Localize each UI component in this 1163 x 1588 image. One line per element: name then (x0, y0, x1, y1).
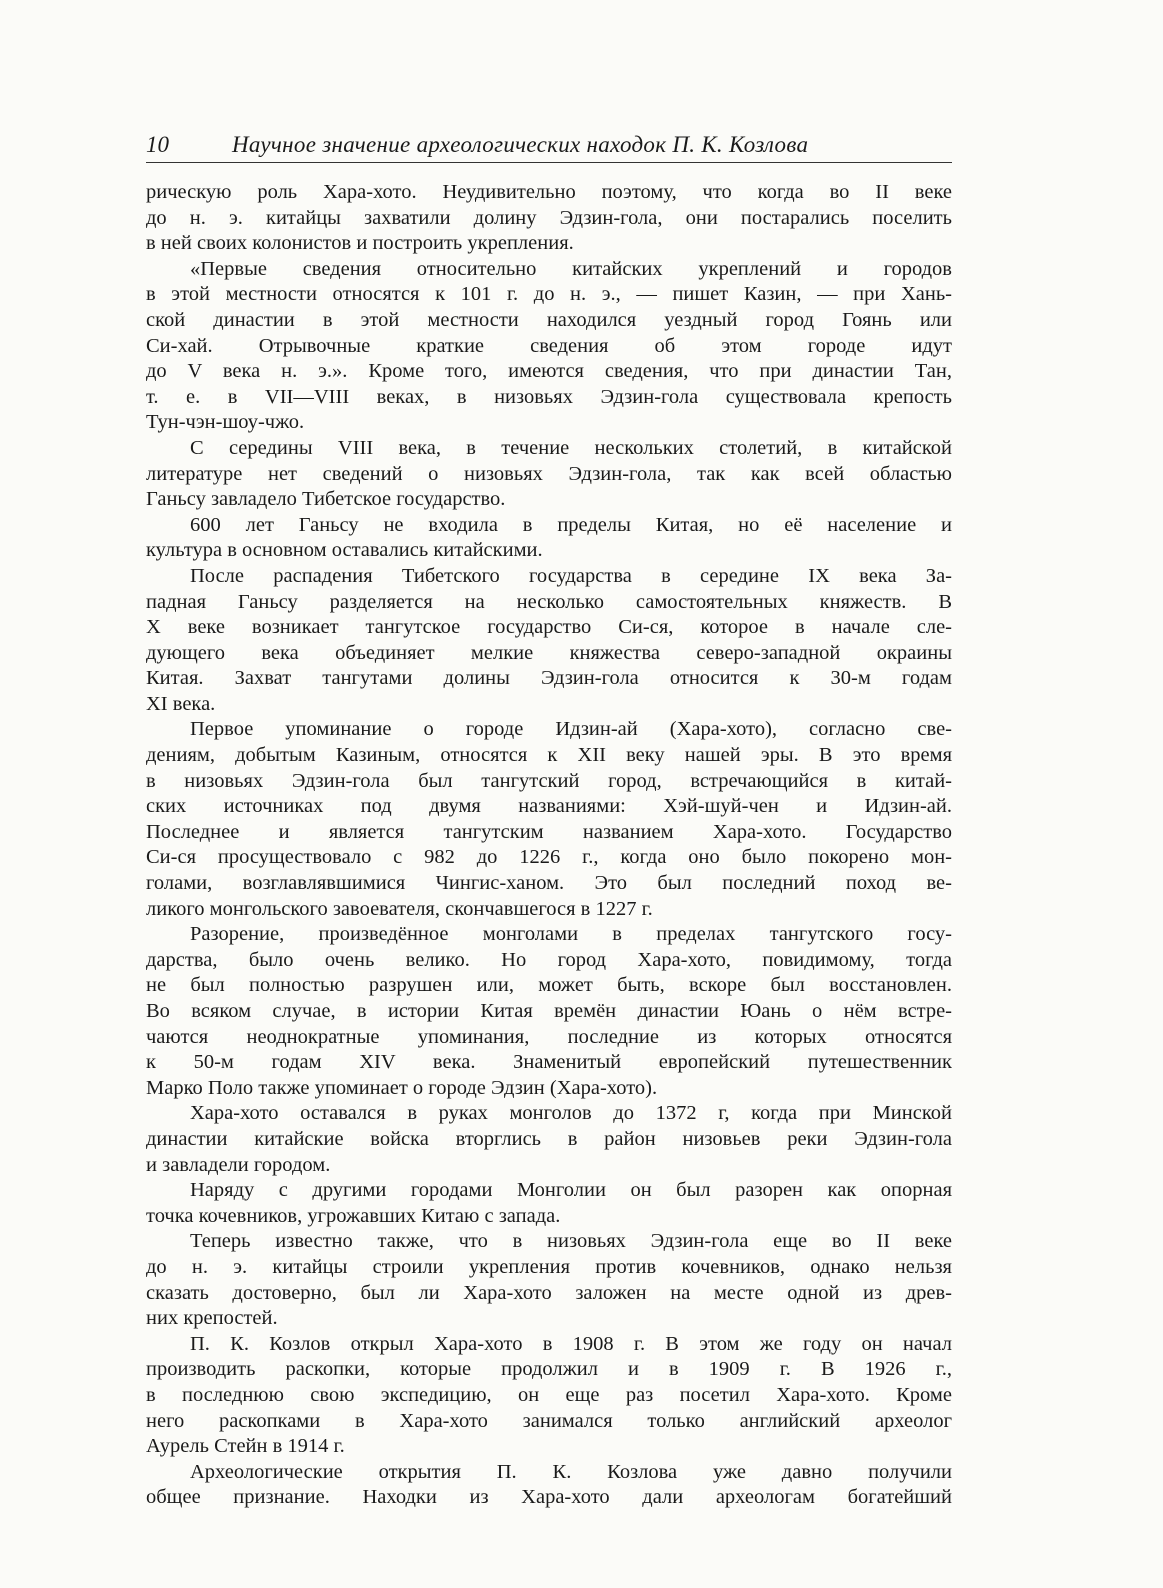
paragraph (146, 513, 952, 564)
text-line: в ней своих колонистов и построить укрепления. (146, 232, 574, 255)
text-line: Последнее и является тангутским названием Хара-хото. Государство (146, 820, 952, 843)
text-line: Во всяком случае, в истории Китая времён династии Юань о нём встре- (146, 1000, 952, 1022)
text-line: Си-ся просуществовало с 982 до 1226 г., когда оно было покорено мон- (146, 846, 952, 869)
text-line: С середины VIII века, в течение нескольких столетий, в китайской (190, 436, 952, 459)
paragraph (146, 1460, 952, 1511)
paragraph (146, 922, 952, 1101)
paragraph (146, 1178, 952, 1229)
text-line: ских источниках под двумя названиями: Хэй-шуй-чен и Идзин-ай. (146, 795, 952, 818)
text-line: до V века н. э.». Кроме того, имеются сведения, что при династии Тан, (146, 360, 952, 383)
text-line: не был полностью разрушен или, может быть, вскоре был восстановлен. (146, 974, 952, 997)
running-title: Научное значение археологических находок П. К. Козлова (232, 132, 809, 157)
text-line: т. е. в VII—VIII веках, в низовьях Эдзин-гола существовала крепость (146, 385, 952, 408)
text-line: падная Ганьсу разделяется на несколько самостоятельных княжеств. В (146, 590, 952, 613)
text-line: рическую роль Хара-хото. Неудивительно поэтому, что когда во II веке (146, 181, 952, 203)
text-line: и завладели городом. (146, 1153, 331, 1176)
text-line: Первое упоминание о городе Идзин-ай (Хара-хото), согласно све- (190, 718, 952, 741)
text-line: ликого монгольского завоевателя, скончавшегося в 1227 г. (146, 897, 653, 920)
paragraph (146, 1229, 952, 1331)
paragraph (146, 436, 952, 513)
running-header (146, 128, 952, 163)
text-line: Си-хай. Отрывочные краткие сведения об этом городе идут (146, 334, 952, 357)
text-line: в последнюю свою экспедицию, он еще раз посетил Хара-хото. Кроме (146, 1383, 952, 1406)
text-line: П. К. Козлов открыл Хара-хото в 1908 г. В этом же году он начал (190, 1332, 952, 1355)
paragraph (146, 717, 952, 922)
text-line: сказать достоверно, был ли Хара-хото заложен на месте одной из древ- (146, 1281, 952, 1304)
page-number: 10 (146, 132, 169, 157)
text-line: Наряду с другими городами Монголии он был разорен как опорная (190, 1179, 952, 1202)
text-line: Хара-хото оставался в руках монголов до 1372 г, когда при Минской (190, 1102, 952, 1125)
text-line: X веке возникает тангутское государство Си-ся, которое в начале сле- (146, 616, 952, 639)
text-line: к 50-м годам XIV века. Знаменитый европейский путешественник (146, 1051, 952, 1074)
text-line: Ганьсу завладело Тибетское государство. (146, 488, 506, 511)
text-line: Археологические открытия П. К. Козлова уже давно получили (190, 1460, 952, 1483)
paragraph (146, 1101, 952, 1178)
text-line: 600 лет Ганьсу не входила в пределы Китая, но её население и (190, 513, 952, 536)
text-line: в этой местности относятся к 101 г. до н. э., — пишет Казин, — при Хань- (146, 283, 952, 306)
text-line: дующего века объединяет мелкие княжества северо-западной окраины (146, 641, 952, 664)
text-line: литературе нет сведений о низовьях Эдзин-гола, так как всей областью (146, 462, 952, 485)
paragraph (146, 1332, 952, 1460)
text-line: до н. э. китайцы строили укрепления против кочевников, однако нельзя (146, 1255, 952, 1278)
text-line: После распадения Тибетского государства в середине IX века За- (190, 564, 952, 587)
text-line: культура в основном оставались китайскими. (146, 539, 543, 562)
text-line: производить раскопки, которые продолжил и в 1909 г. В 1926 г., (146, 1358, 952, 1381)
paragraph (146, 564, 952, 718)
text-line: «Первые сведения относительно китайских укреплений и городов (190, 257, 952, 280)
paragraph (146, 180, 952, 257)
text-line: них крепостей. (146, 1307, 278, 1330)
text-line: точка кочевников, угрожавших Китаю с запада. (146, 1204, 561, 1227)
text-line: дарства, было очень велико. Но город Хара-хото, повидимому, тогда (146, 948, 952, 971)
text-line: Теперь известно также, что в низовьях Эдзин-гола еще во II веке (190, 1230, 952, 1253)
body-text (146, 180, 952, 1511)
text-line: голами, возглавлявшимися Чингис-ханом. Это был последний поход ве- (146, 872, 952, 895)
text-line: Разорение, произведённое монголами в пределах тангутского госу- (190, 923, 952, 946)
text-line: ской династии в этой местности находился уездный город Гоянь или (146, 308, 952, 331)
paragraph (146, 257, 952, 436)
text-line: дениям, добытым Казиным, относятся к XII веку нашей эры. В это время (146, 744, 952, 767)
text-line: Аурель Стейн в 1914 г. (146, 1435, 345, 1458)
text-line: него раскопками в Хара-хото занимался только английский археолог (146, 1409, 952, 1432)
text-line: до н. э. китайцы захватили долину Эдзин-гола, они постарались поселить (146, 206, 952, 229)
text-line: в низовьях Эдзин-гола был тангутский город, встречающийся в китай- (146, 769, 952, 792)
text-line: чаются неоднократные упоминания, последние из которых относятся (146, 1025, 952, 1048)
text-line: Тун-чэн-шоу-чжо. (146, 411, 305, 434)
text-line: Китая. Захват тангутами долины Эдзин-гола относится к 30-м годам (146, 667, 952, 690)
text-line: Марко Поло также упоминает о городе Эдзин (Хара-хото). (146, 1076, 658, 1099)
text-line: общее признание. Находки из Хара-хото дали археологам богатейший (146, 1486, 952, 1509)
text-line: XI века. (146, 692, 216, 715)
text-line: династии китайские войска вторглись в район низовьев реки Эдзин-гола (146, 1127, 952, 1150)
